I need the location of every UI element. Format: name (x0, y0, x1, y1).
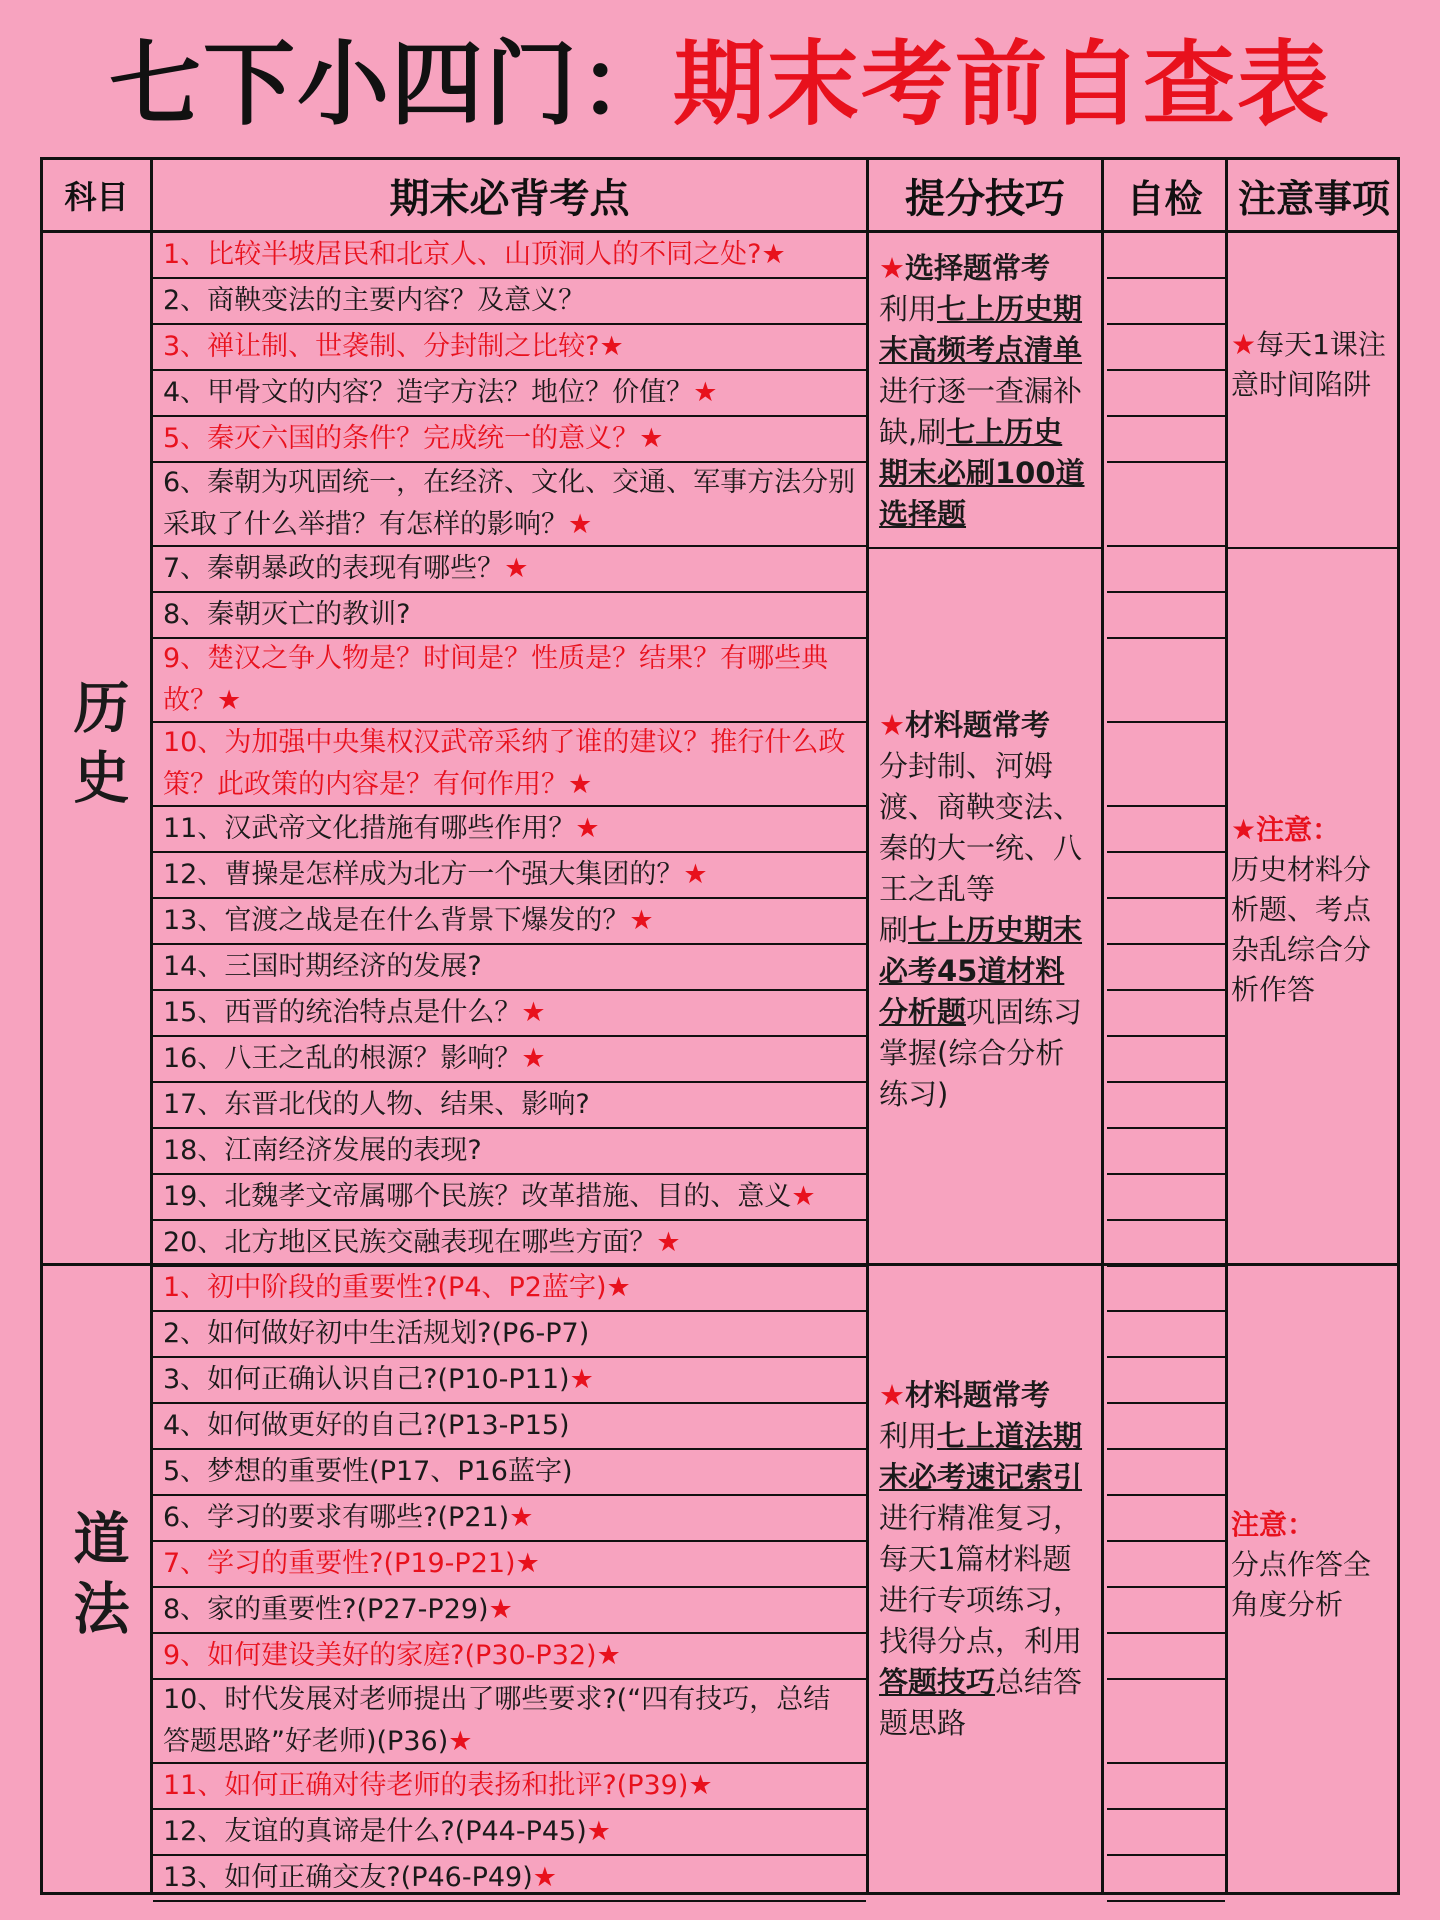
table-row (153, 463, 866, 547)
point-text: 5、梦想的重要性(P17、P16蓝字) (163, 1456, 573, 1487)
table-row (153, 1266, 866, 1312)
star-icon: ★ (683, 859, 708, 890)
point-text: 13、如何正确交友?(P46-P49)★ (163, 1862, 557, 1893)
self-check-box[interactable] (1107, 945, 1225, 991)
self-check-box[interactable] (1107, 639, 1225, 723)
point-text: 4、甲骨文的内容？造字方法？地位？价值？★ (163, 377, 718, 408)
self-check-box[interactable] (1107, 1175, 1225, 1221)
self-check-box[interactable] (1107, 1129, 1225, 1175)
point-text: 1、初中阶段的重要性?(P4、P2蓝字)★ (163, 1272, 631, 1303)
table-row (153, 945, 866, 991)
note-morality: 注意： 分点作答全角度分析 (1231, 1508, 1372, 1621)
star-icon: ★ (629, 905, 654, 936)
self-check-box[interactable] (1107, 325, 1225, 371)
point-text: 11、如何正确对待老师的表扬和批评?(P39)★ (163, 1770, 713, 1801)
star-icon: ★ (575, 813, 600, 844)
note-history-1: ★每天1课注意时间陷阱 (1231, 328, 1386, 401)
self-check-box[interactable] (1107, 1450, 1225, 1496)
title-part1: 七下小四门： (108, 31, 673, 138)
self-check-box[interactable] (1107, 233, 1225, 279)
point-text: 13、官渡之战是在什么背景下爆发的？★ (163, 905, 654, 936)
star-icon: ★ (217, 685, 242, 716)
star-icon: ★ (515, 1548, 540, 1579)
header-subject: 科目 (64, 178, 129, 216)
self-check-box[interactable] (1107, 593, 1225, 639)
star-icon: ★ (509, 1502, 534, 1533)
point-text: 18、江南经济发展的表现? (163, 1135, 482, 1166)
table-row (153, 1588, 866, 1634)
star-icon: ★ (568, 509, 593, 540)
table-row (153, 1764, 866, 1810)
point-text: 15、西晋的统治特点是什么？★ (163, 997, 546, 1028)
header-notes: 注意事项 (1237, 176, 1390, 221)
star-icon: ★ (488, 1594, 513, 1625)
self-check-box[interactable] (1107, 279, 1225, 325)
self-check-box[interactable] (1107, 1358, 1225, 1404)
table-row (153, 417, 866, 463)
star-icon: ★ (521, 1043, 546, 1074)
table-row (153, 279, 866, 325)
star-icon: ★ (568, 769, 593, 800)
point-text: 9、如何建设美好的家庭?(P30-P32)★ (163, 1640, 621, 1671)
self-check-box[interactable] (1107, 991, 1225, 1037)
star-icon: ★ (521, 997, 546, 1028)
star-icon: ★ (532, 1862, 557, 1893)
self-check-box[interactable] (1107, 853, 1225, 899)
self-check-box[interactable] (1107, 463, 1225, 547)
subject-history: 历史 (64, 678, 130, 818)
star-icon: ★ (688, 1770, 713, 1801)
self-check-box[interactable] (1107, 1312, 1225, 1358)
point-text: 7、学习的重要性?(P19-P21)★ (163, 1548, 540, 1579)
table-row (153, 1634, 866, 1680)
table-row (153, 1221, 866, 1267)
self-check-box[interactable] (1107, 1083, 1225, 1129)
point-text: 12、友谊的真谛是什么?(P44-P45)★ (163, 1816, 611, 1847)
self-check-box[interactable] (1107, 1764, 1225, 1810)
self-check-box[interactable] (1107, 547, 1225, 593)
tip-history-choice: ★选择题常考 利用七上历史期末高频考点清单进行逐一查漏补缺,刷七上历史期末必刷100道选择题 (879, 251, 1085, 531)
point-text: 3、禅让制、世袭制、分封制之比较?★ (163, 331, 624, 362)
star-icon: ★ (599, 331, 624, 362)
table-row (153, 1810, 866, 1856)
table-row (153, 1037, 866, 1083)
self-check-box[interactable] (1107, 1810, 1225, 1856)
star-icon: ★ (504, 553, 529, 584)
star-icon: ★ (791, 1181, 816, 1212)
star-icon: ★ (448, 1726, 473, 1757)
header-tips: 提分技巧 (905, 175, 1065, 222)
self-check-box[interactable] (1107, 1680, 1225, 1764)
point-text: 10、时代发展对老师提出了哪些要求?(“四有技巧，总结答题思路”好老师)(P36)★ (163, 1684, 831, 1757)
table-row (153, 233, 866, 279)
star-icon: ★ (639, 423, 664, 454)
star-icon: ★ (569, 1364, 594, 1395)
table-row (153, 1358, 866, 1404)
star-icon: ★ (606, 1272, 631, 1303)
title-part2: 期末考前自查表 (673, 31, 1332, 138)
table-row (153, 1542, 866, 1588)
self-check-box[interactable] (1107, 1542, 1225, 1588)
table-row (153, 723, 866, 807)
table-row (153, 807, 866, 853)
table-row (153, 1450, 866, 1496)
point-text: 6、秦朝为巩固统一，在经济、文化、交通、军事方法分别采取了什么举措？有怎样的影响？★ (163, 467, 856, 540)
table-row (153, 853, 866, 899)
table-row (153, 1680, 866, 1764)
checklist-table (40, 157, 1400, 1895)
self-check-box[interactable] (1107, 371, 1225, 417)
self-check-box[interactable] (1107, 1266, 1225, 1312)
point-text: 9、楚汉之争人物是？时间是？性质是？结果？有哪些典故？★ (163, 643, 829, 716)
point-text: 6、学习的要求有哪些?(P21)★ (163, 1502, 534, 1533)
point-text: 3、如何正确认识自己?(P10-P11)★ (163, 1364, 594, 1395)
point-text: 8、家的重要性?(P27-P29)★ (163, 1594, 513, 1625)
star-icon: ★ (761, 239, 786, 270)
point-text: 5、秦灭六国的条件？完成统一的意义？★ (163, 423, 664, 454)
table-row (153, 991, 866, 1037)
header-points: 期末必背考点 (389, 175, 630, 222)
point-text: 8、秦朝灭亡的教训? (163, 599, 411, 630)
table-row (153, 325, 866, 371)
table-row (153, 1083, 866, 1129)
table-row (153, 1404, 866, 1450)
table-row (153, 547, 866, 593)
point-text: 19、北魏孝文帝属哪个民族？改革措施、目的、意义★ (163, 1181, 816, 1212)
table-row (153, 1175, 866, 1221)
star-icon: ★ (693, 377, 718, 408)
point-text: 10、为加强中央集权汉武帝采纳了谁的建议？推行什么政策？此政策的内容是？有何作用？★ (163, 727, 846, 800)
point-text: 17、东晋北伐的人物、结果、影响? (163, 1089, 590, 1120)
self-check-box[interactable] (1107, 417, 1225, 463)
self-check-box[interactable] (1107, 723, 1225, 807)
morality-points-list (153, 1266, 866, 1902)
self-check-box[interactable] (1107, 1588, 1225, 1634)
point-text: 2、如何做好初中生活规划?(P6-P7) (163, 1318, 590, 1349)
table-row (153, 639, 866, 723)
table-row (153, 899, 866, 945)
header-check: 自检 (1126, 176, 1203, 221)
note-history-2: ★注意： 历史材料分析题、考点杂乱综合分析作答 (1231, 813, 1372, 1006)
self-check-box[interactable] (1107, 807, 1225, 853)
star-icon: ★ (656, 1227, 681, 1258)
point-text: 2、商鞅变法的主要内容？及意义？ (163, 285, 586, 316)
tip-morality-material: ★材料题常考 利用七上道法期末必考速记索引进行精准复习，每天1篇材料题进行专项练习，找得分点，利用答题技巧总结答题思路 (879, 1378, 1083, 1740)
history-points-list (153, 233, 866, 1267)
self-check-box[interactable] (1107, 1404, 1225, 1450)
table-row (153, 1129, 866, 1175)
star-icon: ★ (596, 1640, 621, 1671)
self-check-box[interactable] (1107, 1037, 1225, 1083)
table-row (153, 1856, 866, 1902)
point-text: 1、比较半坡居民和北京人、山顶洞人的不同之处?★ (163, 239, 786, 270)
self-check-box[interactable] (1107, 899, 1225, 945)
self-check-box[interactable] (1107, 1496, 1225, 1542)
point-text: 16、八王之乱的根源？影响？★ (163, 1043, 546, 1074)
point-text: 12、曹操是怎样成为北方一个强大集团的？★ (163, 859, 708, 890)
self-check-box[interactable] (1107, 1634, 1225, 1680)
point-text: 11、汉武帝文化措施有哪些作用？★ (163, 813, 600, 844)
table-row (153, 593, 866, 639)
table-row (153, 1496, 866, 1542)
page-title (0, 30, 1440, 140)
point-text: 20、北方地区民族交融表现在哪些方面？★ (163, 1227, 681, 1258)
star-icon: ★ (586, 1816, 611, 1847)
table-row (153, 1312, 866, 1358)
point-text: 7、秦朝暴政的表现有哪些？★ (163, 553, 529, 584)
self-check-box[interactable] (1107, 1856, 1225, 1902)
subject-morality: 道法 (64, 1509, 130, 1649)
tip-history-material: ★材料题常考 分封制、河姆渡、商鞅变法、秦的大一统、八王之乱等 刷七上历史期末必考45道材料分析题巩固练习掌握(综合分析练习) (879, 708, 1083, 1111)
self-check-box[interactable] (1107, 1221, 1225, 1267)
point-text: 4、如何做更好的自己?(P13-P15) (163, 1410, 570, 1441)
table-row (153, 371, 866, 417)
point-text: 14、三国时期经济的发展? (163, 951, 482, 982)
